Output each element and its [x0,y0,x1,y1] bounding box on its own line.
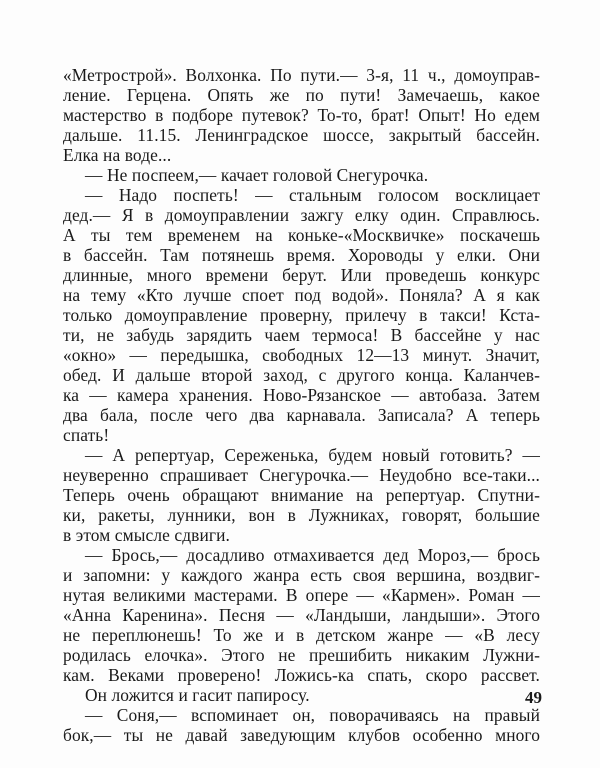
text-line: родилась елочка». Этого не прешибить никаким Лужни- [63,645,540,665]
text-line: бок,— ты не давай заведующим клубов особенно много [63,725,540,745]
text-line: — Надо поспеть! — стальным голосом восклицает [85,185,540,205]
text-line: кам. Веками проверено! Ложись-ка спать, скоро рассвет. [63,665,540,685]
text-line: «окно» — передышка, свободных 12—13 минут. Значит, [63,345,540,365]
text-line: и запомни: у каждого жанра есть своя вершина, воздвиг- [63,565,540,585]
text-line: обед. И дальше второй заход, с другого конца. Каланчев- [63,365,540,385]
text-line: в бассейн. Там потянешь время. Хороводы у елки. Они [63,245,540,265]
text-line: — Не поспеем,— качает головой Снегурочка. [85,165,429,185]
text-line: Теперь очень обращают внимание на репертуар. Спутни- [63,485,540,505]
text-line: длинные, много времени берут. Или проведешь конкурс [63,265,540,285]
text-line: «Анна Каренина». Песня — «Ландыши, ландыши». Этого [63,605,540,625]
text-line: на тему «Кто лучше споет под водой». Поняла? А я как [63,285,540,305]
text-line: нутая великими мастерами. В опере — «Кармен». Роман — [63,585,540,605]
text-line: ти, не забудь зарядить чаем термоса! В бассейне у нас [63,325,540,345]
text-line: неуверенно спрашивает Снегурочка.— Неудобно все-таки... [63,465,540,485]
text-line: дальше. 11.15. Ленинградское шоссе, закрытый бассейн. [63,125,540,145]
text-line: только домоуправление проверну, прилечу в такси! Кста- [63,305,540,325]
text-line: в этом смысле сдвиги. [63,525,230,545]
text-line: дед.— Я в домоуправлении зажгу елку один. Справлюсь. [63,205,540,225]
body-text [63,65,540,745]
text-line: не переплюнешь! То же и в детском жанре — «В лесу [63,625,540,645]
page-number: 49 [525,688,542,707]
text-line: ление. Герцена. Опять же по пути! Замечаешь, какое [63,85,540,105]
text-line: ка — камера хранения. Ново-Рязанское — автобаза. Затем [63,385,540,405]
text-line: — Соня,— вспоминает он, поворачиваясь на правый [85,705,540,725]
text-line: «Метрострой». Волхонка. По пути.— 3-я, 11 ч., домоуправ- [63,65,540,85]
text-line: ки, ракеты, лунники, вон в Лужниках, говорят, большие [63,505,540,525]
text-line: — А репертуар, Сереженька, будем новый готовить? — [85,445,540,465]
text-line: А ты тем временем на коньке-«Москвичке» поскачешь [63,225,540,245]
text-line: Он ложится и гасит папиросу. [85,685,310,705]
text-line: спать! [63,425,110,445]
text-line: два бала, после чего два карнавала. Записала? А теперь [63,405,540,425]
text-line: — Брось,— досадливо отмахивается дед Мороз,— брось [85,545,540,565]
text-line: Елка на воде... [63,145,172,165]
text-line: мастерство в подборе путевок? То-то, брат! Опыт! Но едем [63,105,540,125]
